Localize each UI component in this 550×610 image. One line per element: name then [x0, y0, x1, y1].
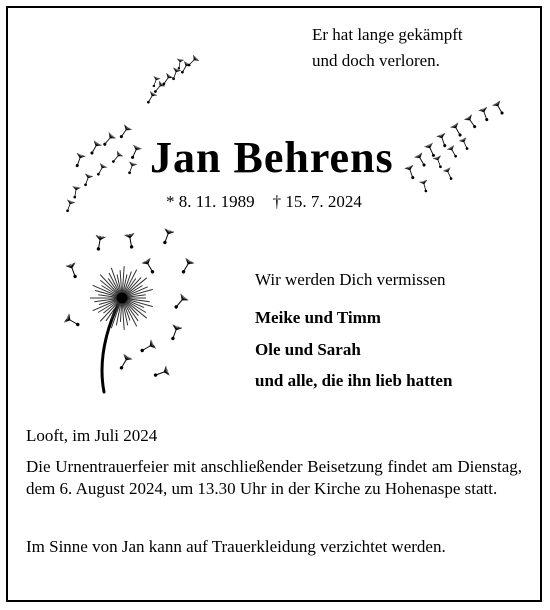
quote-text	[312, 22, 463, 74]
dandelion-seed	[186, 55, 199, 68]
dandelion-seed	[71, 186, 81, 199]
dandelion-seed	[492, 101, 506, 116]
dandelion-seed	[405, 165, 417, 180]
dandelion-seed	[145, 91, 157, 105]
mourner-line-1: Meike und Timm	[255, 308, 381, 327]
dandelion-seed	[459, 137, 471, 151]
dandelion-seed	[437, 133, 449, 148]
dandelion-seed	[447, 145, 459, 159]
dandelion-seed	[150, 76, 160, 88]
dandelion-seed	[139, 340, 156, 355]
dandelion-seed	[172, 294, 188, 311]
mourner-line-3: und alle, die ihn lieb hatten	[255, 371, 453, 390]
dandelion-seed	[179, 258, 194, 275]
place-and-date: Looft, im Juli 2024	[26, 426, 158, 445]
dandelion-seed	[479, 107, 491, 122]
quote-line-1: Er hat lange gekämpft	[312, 25, 463, 44]
dandelion-flower	[90, 266, 153, 392]
birth-date: * 8. 11. 1989	[166, 192, 255, 211]
farewell-message: Wir werden Dich vermissen	[255, 270, 446, 289]
dandelion-seed	[128, 145, 141, 160]
life-dates	[166, 192, 362, 212]
dandelion-seed	[179, 61, 191, 75]
dandelion-seed	[73, 153, 85, 168]
dandelion-seed	[425, 143, 438, 158]
dandelion-seed	[95, 163, 107, 177]
dandelion-seed	[117, 354, 132, 371]
dandelion-seed	[464, 115, 478, 130]
dandelion-seed	[88, 141, 102, 156]
dandelion-seed	[117, 125, 131, 140]
funeral-notice: Die Urnentrauerfeier mit anschließender Beisetzung findet am Dienstag, dem 6. August 2024, um 13.30 Uhr in der Kirche zu Hohenaspe statt.	[26, 457, 522, 498]
dandelion-seed	[450, 123, 464, 138]
dandelion-seed	[110, 151, 123, 165]
dandelion-seed	[168, 325, 182, 342]
dandelion-seed	[414, 153, 428, 168]
flying-seeds	[64, 55, 507, 380]
dandelion-seed	[64, 314, 81, 329]
dandelion-seed	[419, 180, 429, 193]
dandelion-seed	[443, 167, 455, 181]
dandelion-seed	[125, 233, 137, 249]
dandelion-seed	[101, 132, 116, 147]
dandelion-seed	[153, 366, 170, 380]
deceased-name: Jan Behrens	[150, 133, 394, 182]
dandelion-seed	[170, 68, 181, 81]
dandelion-seed	[66, 263, 80, 280]
dandelion-seed	[433, 156, 444, 169]
dandelion-seed	[126, 162, 137, 175]
dandelion-seed	[94, 235, 106, 251]
dandelion-seed	[142, 258, 157, 275]
quote-line-2: und doch verloren.	[312, 51, 440, 70]
clothing-notice: Im Sinne von Jan kann auf Trauerkleidung verzichtet werden.	[26, 537, 446, 556]
dandelion-seed	[160, 229, 174, 246]
mourner-line-2: Ole und Sarah	[255, 340, 361, 359]
dandelion-seed	[175, 59, 183, 70]
dandelion-seed	[82, 174, 93, 187]
death-date: † 15. 7. 2024	[272, 192, 362, 211]
dandelion-seed	[64, 200, 75, 213]
